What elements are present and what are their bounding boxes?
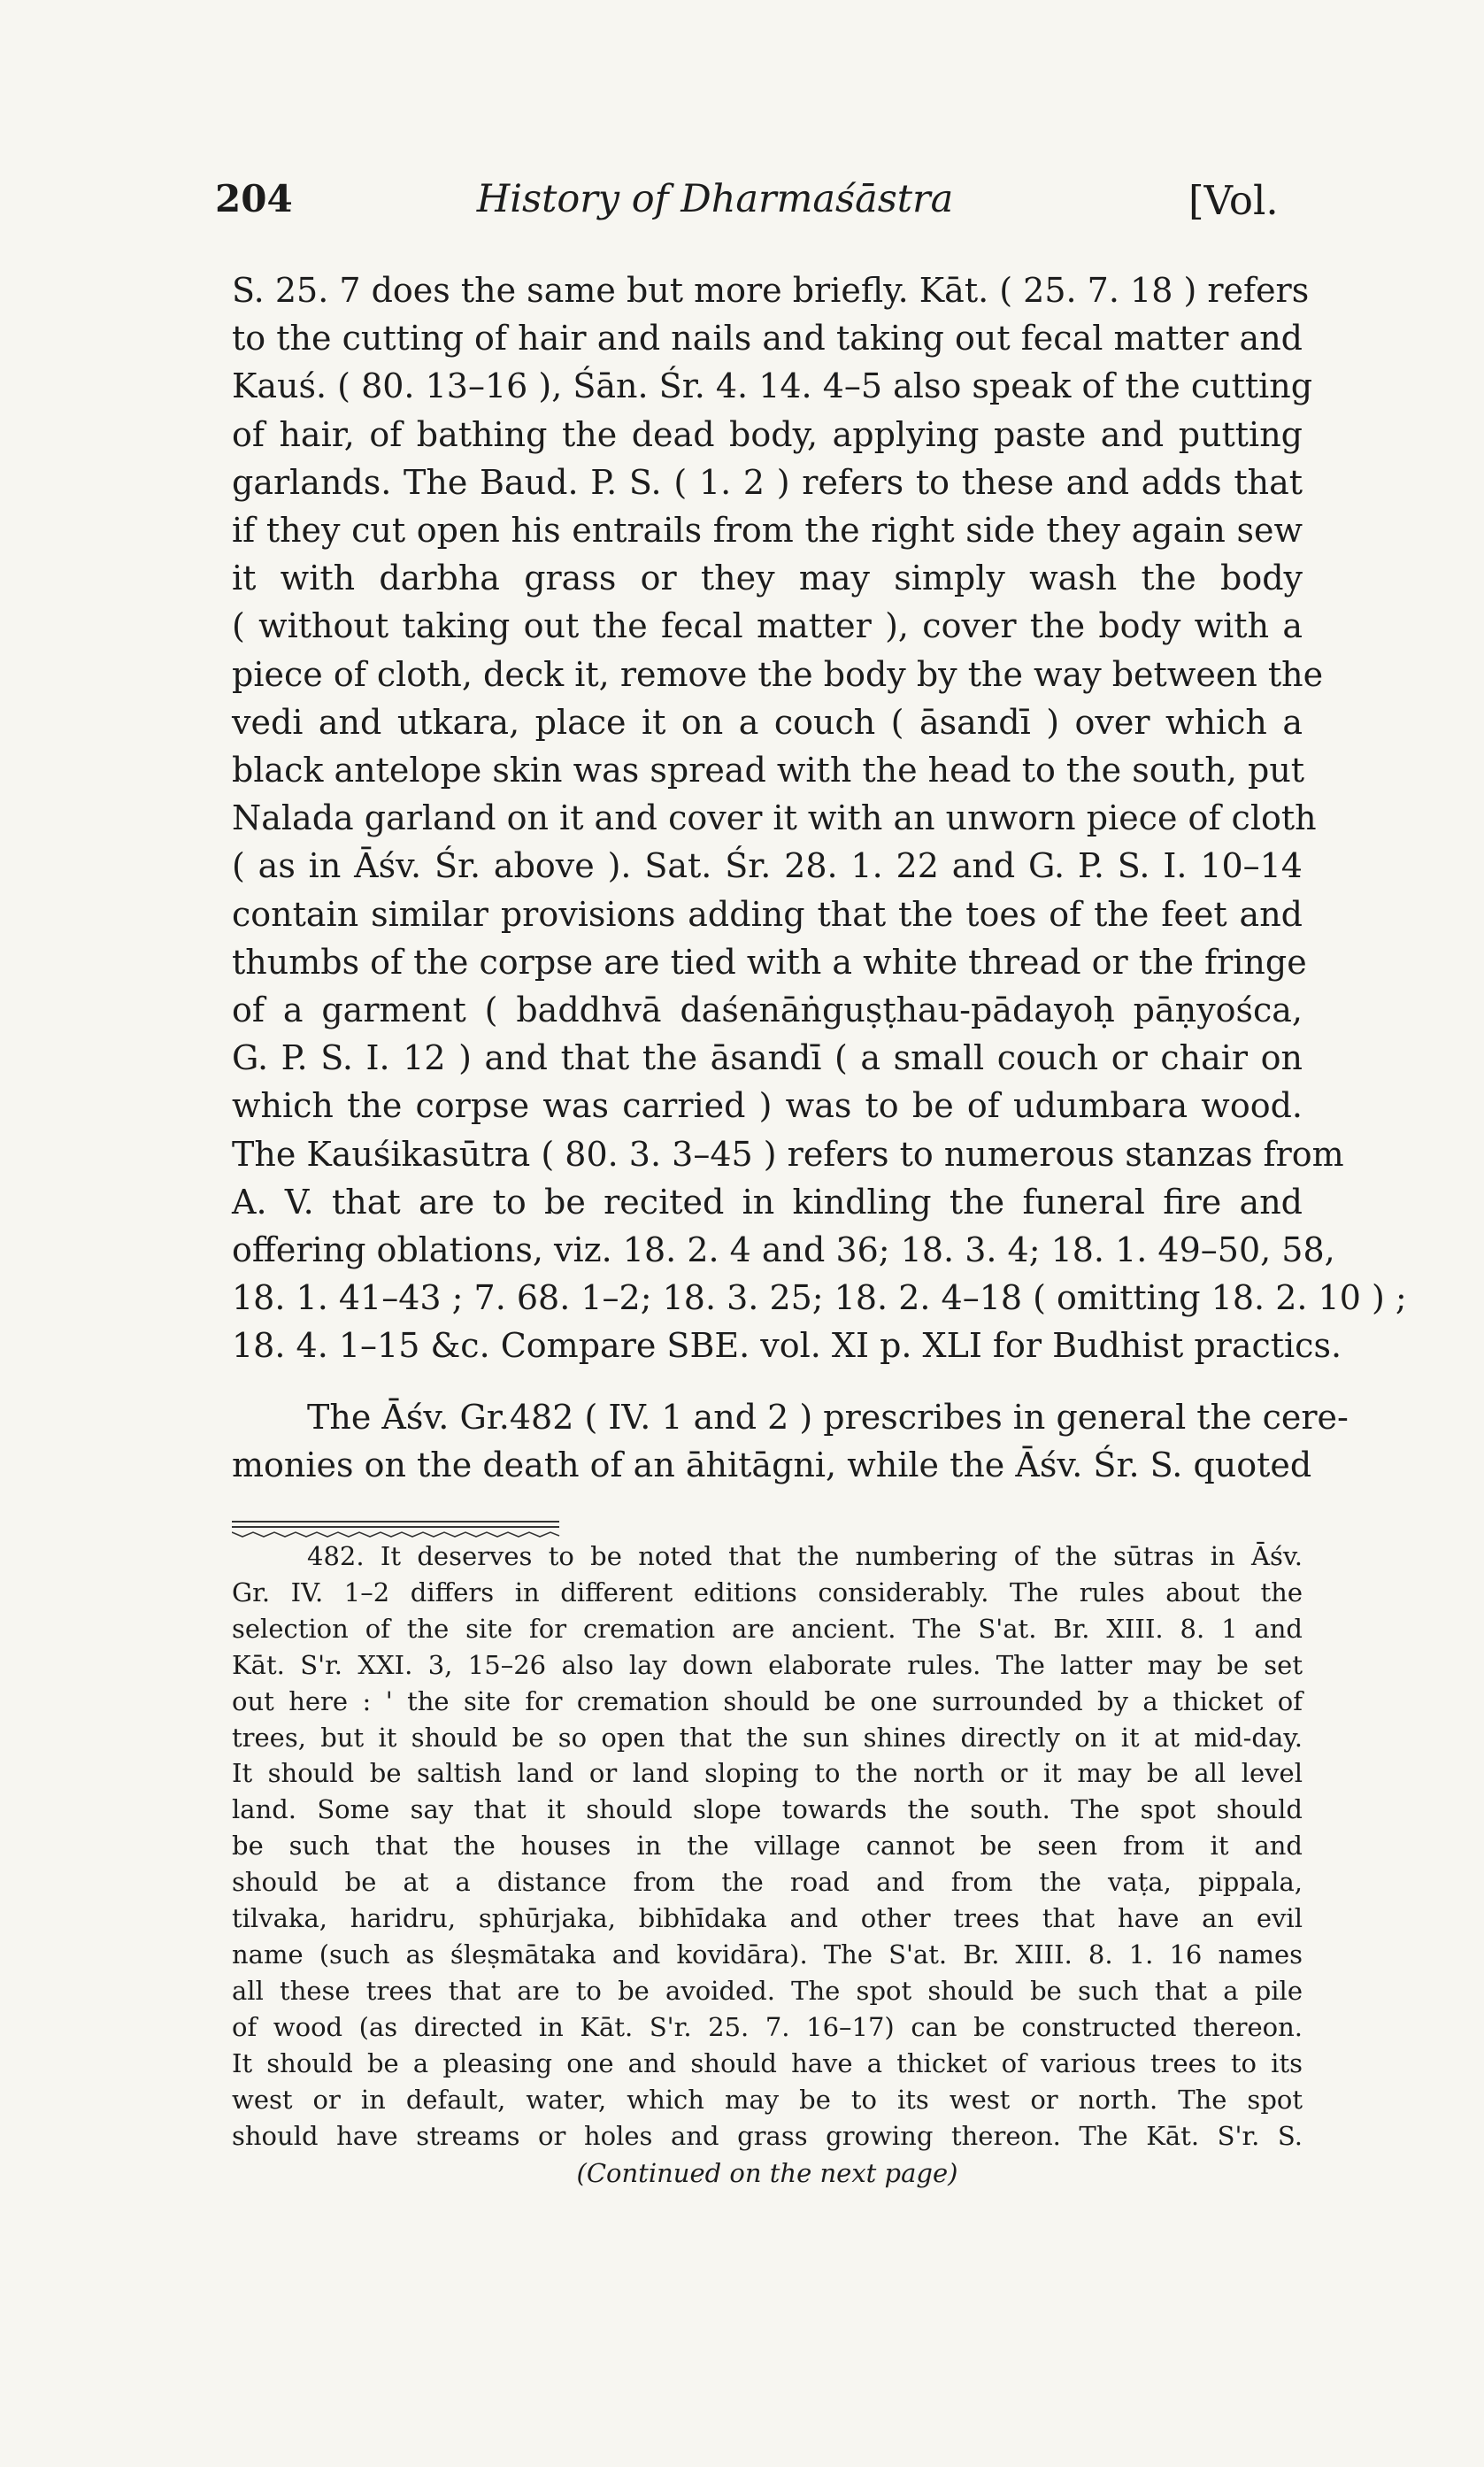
text-line: piece of cloth, deck it, remove the body by the way between the [232,654,1324,694]
text-line: black antelope skin was spread with the head to the south, put [232,751,1305,790]
text-line: G. P. S. I. 12 ) and that the āsandī ( a small couch or chair on [232,1038,1303,1078]
footnote-line: all these trees that are to be avoided. The spot should be such that a pile [232,1975,1303,2006]
text-line: garlands. The Baud. P. S. ( 1. 2 ) refers to these and adds that [232,462,1303,502]
paragraph-2 [232,1393,1349,1489]
footnote-line: name (such as śleṣmātaka and kovidāra). The S'at. Br. XIII. 8. 1. 16 names [232,1939,1303,1970]
main-text [232,266,1407,1489]
footnote-line: land. Some say that it should slope towards the south. The spot should [232,1794,1303,1825]
text-line: A. V. that are to be recited in kindling the funeral fire and [232,1182,1303,1222]
footnote-line: selection of the site for cremation are ancient. The S'at. Br. XIII. 8. 1 and [232,1613,1303,1644]
text-line: of a garment ( baddhvā daśenāṅguṣṭhau-pādayoḥ pāṇyośca, [232,991,1303,1030]
footnotes [232,1538,1303,2192]
footnote-line: of wood (as directed in Kāt. S'r. 25. 7. 16–17) can be constructed thereon. [232,2011,1303,2042]
text-line: ( as in Āśv. Śr. above ). Sat. Śr. 28. 1. 22 and G. P. S. I. 10–14 [232,846,1303,886]
footnote-line: west or in default, water, which may be to its west or north. The spot [232,2084,1303,2115]
footnote-line: Kāt. S'r. XXI. 3, 15–26 also lay down elaborate rules. The latter may be set [232,1649,1303,1680]
text-line: it with darbha grass or they may simply wash the body [232,559,1303,598]
footnote-line: out here : ' the site for cremation should be one surrounded by a thicket of [232,1685,1303,1716]
page-header [215,177,1484,239]
footnote-482 [232,1538,1303,2154]
running-title: History of Dharmaśāstra [476,177,954,221]
text-line: monies on the death of an āhitāgni, while the Āśv. Śr. S. quoted [232,1445,1312,1484]
footnote-line: 482. It deserves to be noted that the numbering of the sūtras in Āśv. [307,1541,1303,1571]
footnote-line: trees, but it should be so open that the sun shines directly on it at mid-day. [232,1722,1303,1753]
text-line: The Kauśikasūtra ( 80. 3. 3–45 ) refers to numerous stanzas from [232,1134,1344,1174]
text-line: if they cut open his entrails from the right side they again sew [232,511,1303,551]
footnote-line: It should be saltish land or land sloping to the north or it may be all level [232,1758,1303,1789]
text-line: offering oblations, viz. 18. 2. 4 and 36; 18. 3. 4; 18. 1. 49–50, 58, [232,1230,1335,1270]
text-line: 18. 4. 1–15 &c. Compare SBE. vol. XI p. XLI for Budhist practics. [232,1326,1342,1366]
text-line: Kauś. ( 80. 13–16 ), Śān. Śr. 4. 14. 4–5 also speak of the cutting [232,366,1313,406]
continued-note: (Continued on the next page) [576,2158,958,2189]
text-line: of hair, of bathing the dead body, applying paste and putting [232,414,1303,454]
text-line: vedi and utkara, place it on a couch ( āsandī ) over which a [232,702,1303,742]
footnote-line: Gr. IV. 1–2 differs in different editions considerably. The rules about the [232,1577,1303,1607]
text-line: thumbs of the corpse are tied with a white thread or the fringe [232,942,1307,982]
text-line: ( without taking out the fecal matter ), cover the body with a [232,606,1303,646]
text-line: which the corpse was carried ) was to be of udumbara wood. [232,1086,1303,1126]
text-line: S. 25. 7 does the same but more briefly. Kāt. ( 25. 7. 18 ) refers [232,271,1310,310]
footnote-line: be such that the houses in the village cannot be seen from it and [232,1831,1303,1862]
text-line: to the cutting of hair and nails and taking out fecal matter and [232,319,1303,358]
page-number: 204 [215,177,293,220]
text-line: contain similar provisions adding that the toes of the feet and [232,894,1303,934]
footnote-line: should have streams or holes and grass growing thereon. The Kāt. S'r. S. [232,2120,1303,2151]
text-line: The Āśv. Gr.482 ( IV. 1 and 2 ) prescribes in general the cere- [307,1397,1349,1437]
footnote-line: tilvaka, haridru, sphūrjaka, bibhīdaka and other trees that have an evil [232,1903,1303,1934]
paragraph-1 [232,266,1407,1370]
text-line: Nalada garland on it and cover it with an unworn piece of cloth [232,798,1317,838]
footnote-line: It should be a pleasing one and should have a thicket of various trees to its [232,2047,1303,2078]
footnote-line: should be at a distance from the road and from the vaṭa, pippala, [232,1867,1303,1898]
volume-mark: [Vol. [1188,177,1279,224]
text-line: 18. 1. 41–43 ; 7. 68. 1–2; 18. 3. 25; 18. 2. 4–18 ( omitting 18. 2. 10 ) ; [232,1278,1407,1318]
